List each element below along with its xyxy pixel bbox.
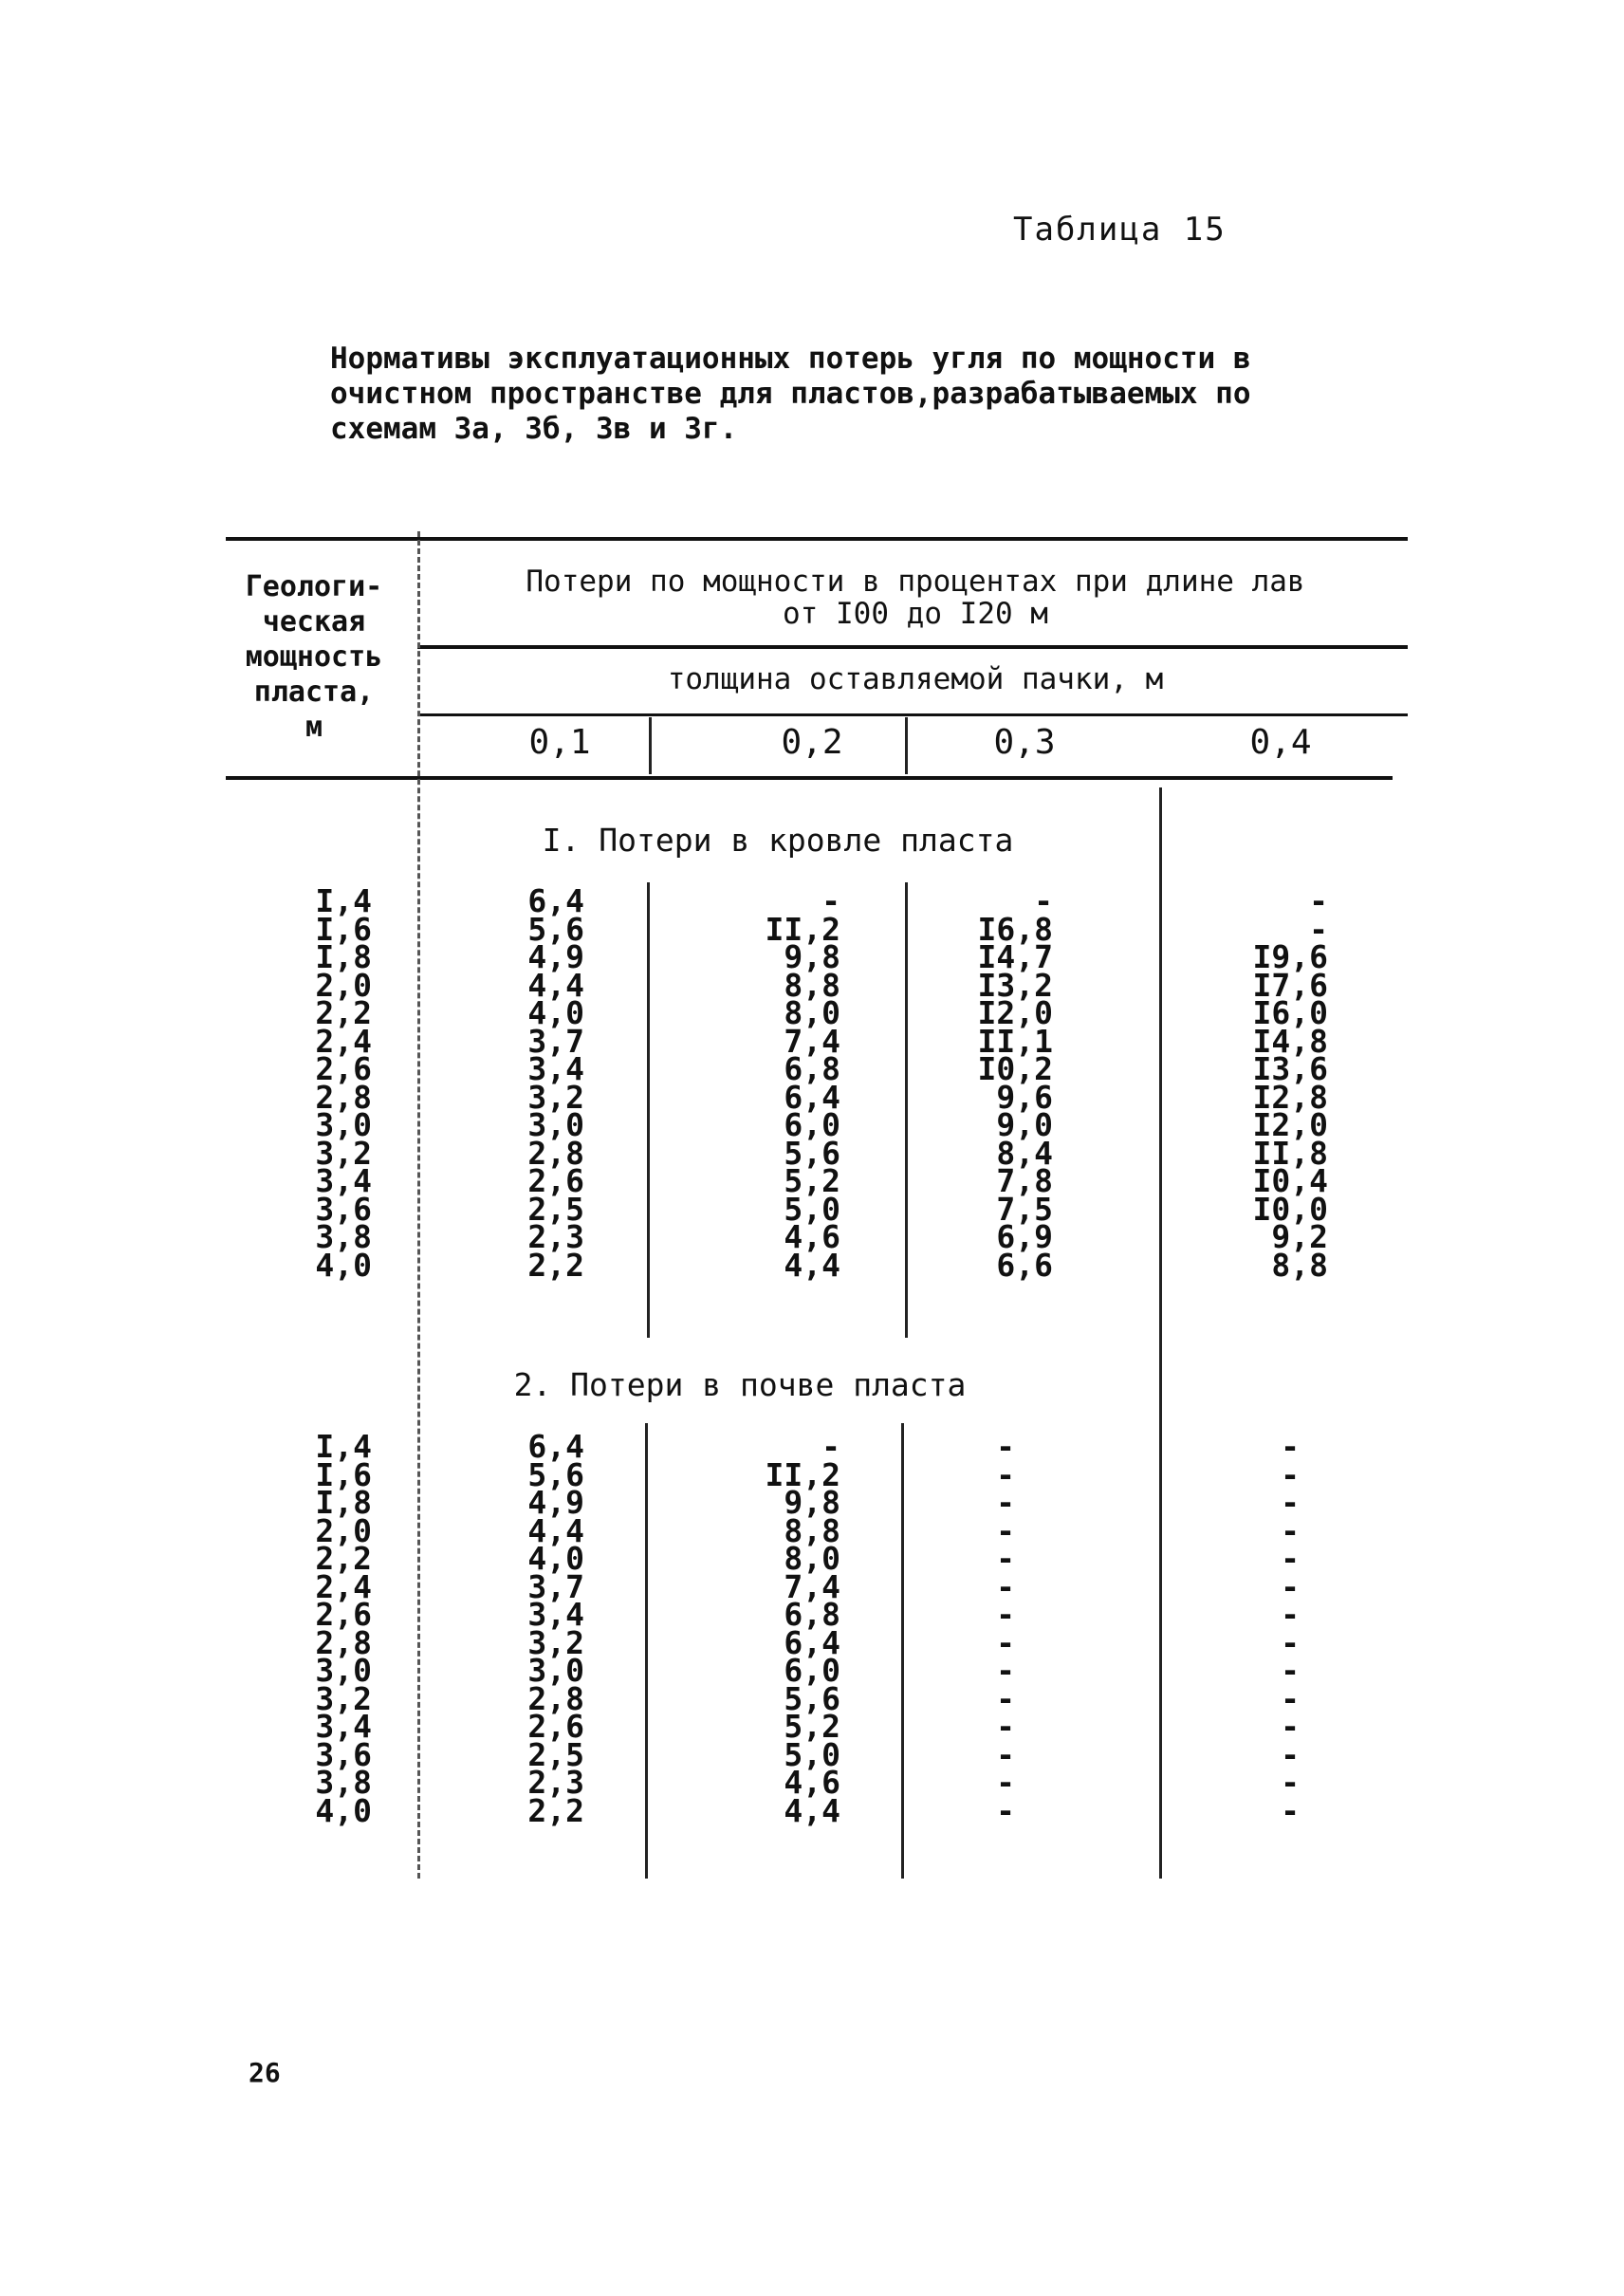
- table-label: Таблица 15: [1013, 211, 1227, 249]
- table-cell: 2,2: [315, 994, 372, 1031]
- table-cell: 4,4: [527, 966, 584, 1004]
- table-cell: 5,2: [784, 1162, 840, 1199]
- table-cell: I0,2: [977, 1050, 1053, 1087]
- table-cell: I,6: [315, 1455, 372, 1493]
- table-cell: 3,4: [527, 1050, 584, 1087]
- table-cell: 5,2: [784, 1708, 840, 1745]
- section-2-col-0-1: [484, 1428, 584, 1829]
- table-cell: 2,0: [315, 1511, 372, 1549]
- table-cell: -: [996, 1708, 1015, 1745]
- table-cell: -: [1281, 1596, 1300, 1633]
- page-number: 26: [249, 2057, 281, 2088]
- column-divider-main: [417, 531, 420, 1879]
- table-cell: 3,0: [527, 1106, 584, 1143]
- column-header-0-1: 0,1: [528, 723, 591, 762]
- table-cell: 3,0: [315, 1652, 372, 1689]
- table-cell: -: [1281, 1764, 1300, 1801]
- section-title-floor: 2. Потери в почве пласта: [513, 1366, 967, 1403]
- table-cell: I,4: [315, 882, 372, 919]
- table-cell: 2,8: [315, 1623, 372, 1661]
- column-divider-2: [905, 717, 908, 774]
- table-cell: -: [996, 1567, 1015, 1605]
- table-cell: -: [996, 1596, 1015, 1633]
- table-cell: -: [996, 1511, 1015, 1549]
- table-cell: -: [996, 1764, 1015, 1801]
- table-cell: -: [1309, 882, 1328, 919]
- table-cell: 2,8: [527, 1679, 584, 1717]
- table-cell: 7,4: [784, 1567, 840, 1605]
- table-cell: I6,8: [977, 910, 1053, 948]
- table-cell: 9,0: [996, 1106, 1053, 1143]
- table-cell: 2,6: [527, 1162, 584, 1199]
- table-cell: I,8: [315, 938, 372, 975]
- table-cell: II,1: [977, 1022, 1053, 1060]
- table-cell: 6,4: [784, 1623, 840, 1661]
- column-header-0-2: 0,2: [781, 723, 843, 762]
- header-rule-1: [417, 645, 1408, 649]
- table-cell: -: [821, 882, 840, 919]
- table-cell: 9,2: [1271, 1218, 1328, 1255]
- table-cell: 2,6: [527, 1708, 584, 1745]
- table-cell: I2,8: [1252, 1078, 1328, 1116]
- table-cell: I3,6: [1252, 1050, 1328, 1087]
- table-cell: 2,3: [527, 1218, 584, 1255]
- table-cell: 6,0: [784, 1652, 840, 1689]
- table-cell: 5,6: [527, 910, 584, 948]
- section-2-col-0-3: [949, 1428, 1015, 1829]
- table-cell: -: [996, 1623, 1015, 1661]
- table-cell: -: [1309, 910, 1328, 948]
- table-cell: 6,4: [527, 882, 584, 919]
- table-cell: 6,4: [527, 1428, 584, 1465]
- table-cell: I0,0: [1252, 1190, 1328, 1228]
- table-cell: -: [1281, 1484, 1300, 1521]
- table-cell: 2,8: [315, 1078, 372, 1116]
- table-cell: -: [1281, 1708, 1300, 1745]
- table-cell: 2,5: [527, 1190, 584, 1228]
- table-cell: -: [996, 1679, 1015, 1717]
- table-cell: 5,0: [784, 1190, 840, 1228]
- table-cell: 4,9: [527, 1484, 584, 1521]
- column-divider-2-body: [905, 882, 908, 1338]
- table-cell: 3,0: [527, 1652, 584, 1689]
- table-cell: 4,4: [527, 1511, 584, 1549]
- table-cell: -: [821, 1428, 840, 1465]
- table-cell: -: [996, 1428, 1015, 1465]
- header-rule-2: [417, 713, 1408, 716]
- table-cell: -: [996, 1540, 1015, 1577]
- table-cell: 2,2: [527, 1246, 584, 1284]
- table-cell: 8,8: [784, 1511, 840, 1549]
- table-cell: 8,8: [784, 966, 840, 1004]
- table-cell: 4,4: [784, 1791, 840, 1829]
- table-cell: 3,8: [315, 1764, 372, 1801]
- table-cell: II,8: [1252, 1134, 1328, 1172]
- table-cell: 6,0: [784, 1106, 840, 1143]
- table-cell: 8,0: [784, 1540, 840, 1577]
- table-cell: I9,6: [1252, 938, 1328, 975]
- table-cell: I,6: [315, 910, 372, 948]
- table-cell: 9,6: [996, 1078, 1053, 1116]
- table-cell: 3,4: [315, 1162, 372, 1199]
- table-cell: 3,2: [527, 1623, 584, 1661]
- table-cell: II,2: [765, 910, 840, 948]
- section-2-col-0-4: [1224, 1428, 1300, 1829]
- table-cell: I0,4: [1252, 1162, 1328, 1199]
- table-cell: -: [1034, 882, 1053, 919]
- table-cell: -: [1281, 1511, 1300, 1549]
- table-cell: 4,6: [784, 1764, 840, 1801]
- table-cell: I7,6: [1252, 966, 1328, 1004]
- table-cell: -: [1281, 1791, 1300, 1829]
- table-cell: 8,8: [1271, 1246, 1328, 1284]
- table-cell: 3,2: [527, 1078, 584, 1116]
- table-cell: I,4: [315, 1428, 372, 1465]
- table-cell: I2,0: [977, 994, 1053, 1031]
- column-divider-2-body-2: [901, 1423, 904, 1879]
- column-divider-1-body-2: [645, 1423, 648, 1879]
- table-cell: 4,6: [784, 1218, 840, 1255]
- table-top-rule: [226, 537, 1408, 541]
- table-cell: 3,8: [315, 1218, 372, 1255]
- table-cell: I4,7: [977, 938, 1053, 975]
- table-cell: 4,9: [527, 938, 584, 975]
- table-cell: 6,6: [996, 1246, 1053, 1284]
- column-divider-1-body: [647, 882, 650, 1338]
- table-cell: 4,0: [527, 994, 584, 1031]
- table-cell: 7,4: [784, 1022, 840, 1060]
- table-cell: 6,8: [784, 1596, 840, 1633]
- section-2-thickness-column: [285, 1428, 372, 1829]
- section-1-col-0-3: [949, 882, 1053, 1284]
- table-cell: 5,6: [527, 1455, 584, 1493]
- table-cell: -: [1281, 1455, 1300, 1493]
- table-cell: 2,8: [527, 1134, 584, 1172]
- table-cell: I,8: [315, 1484, 372, 1521]
- table-cell: -: [996, 1455, 1015, 1493]
- section-2-col-0-2: [740, 1428, 840, 1829]
- table-cell: -: [1281, 1623, 1300, 1661]
- section-title-roof: I. Потери в кровле пласта: [542, 822, 1014, 859]
- table-cell: 3,2: [315, 1679, 372, 1717]
- column-header-0-4: 0,4: [1249, 723, 1312, 762]
- table-cell: 2,2: [315, 1540, 372, 1577]
- section-1-col-0-1: [484, 882, 584, 1284]
- table-cell: 7,8: [996, 1162, 1053, 1199]
- table-cell: 5,0: [784, 1735, 840, 1773]
- table-cell: -: [1281, 1567, 1300, 1605]
- table-cell: 5,6: [784, 1134, 840, 1172]
- table-cell: 2,4: [315, 1567, 372, 1605]
- table-cell: 4,0: [315, 1791, 372, 1829]
- table-cell: 3,2: [315, 1134, 372, 1172]
- table-cell: 9,8: [784, 1484, 840, 1521]
- table-cell: 4,0: [315, 1246, 372, 1284]
- table-cell: -: [1281, 1679, 1300, 1717]
- section-1-thickness-column: [285, 882, 372, 1284]
- table-cell: 3,0: [315, 1106, 372, 1143]
- column-divider-1: [649, 717, 652, 774]
- table-cell: 3,6: [315, 1190, 372, 1228]
- table-cell: I2,0: [1252, 1106, 1328, 1143]
- column-divider-3-body: [1159, 787, 1162, 1879]
- table-cell: -: [1281, 1428, 1300, 1465]
- header-bottom-rule: [226, 776, 1393, 780]
- table-cell: 3,7: [527, 1567, 584, 1605]
- table-cell: -: [1281, 1540, 1300, 1577]
- header-pack-thickness: толщина оставляемой пачки, м: [667, 662, 1164, 696]
- table-cell: 3,6: [315, 1735, 372, 1773]
- table-cell: 3,4: [527, 1596, 584, 1633]
- table-cell: 6,9: [996, 1218, 1053, 1255]
- table-cell: I4,8: [1252, 1022, 1328, 1060]
- table-cell: II,2: [765, 1455, 840, 1493]
- table-cell: 2,0: [315, 966, 372, 1004]
- table-cell: 2,4: [315, 1022, 372, 1060]
- table-cell: I3,2: [977, 966, 1053, 1004]
- section-1-col-0-4: [1224, 882, 1328, 1284]
- table-cell: 2,6: [315, 1050, 372, 1087]
- table-cell: 3,7: [527, 1022, 584, 1060]
- table-cell: I6,0: [1252, 994, 1328, 1031]
- table-cell: 4,4: [784, 1246, 840, 1284]
- table-cell: 4,0: [527, 1540, 584, 1577]
- table-cell: 7,5: [996, 1190, 1053, 1228]
- table-cell: 2,3: [527, 1764, 584, 1801]
- table-cell: -: [1281, 1735, 1300, 1773]
- table-cell: -: [1281, 1652, 1300, 1689]
- table-cell: 6,4: [784, 1078, 840, 1116]
- table-cell: -: [996, 1791, 1015, 1829]
- table-cell: 8,0: [784, 994, 840, 1031]
- table-cell: 6,8: [784, 1050, 840, 1087]
- table-caption: Нормативы эксплуатационных потерь угля по мощности в очистном пространстве для пластов,разрабатываемых по схемам 3а, 3б, 3в и 3г.: [330, 342, 1251, 446]
- header-geological-thickness: Геологи- ческая мощность пласта, м: [245, 570, 383, 744]
- table-cell: 2,2: [527, 1791, 584, 1829]
- table-cell: 3,4: [315, 1708, 372, 1745]
- table-cell: 8,4: [996, 1134, 1053, 1172]
- table-cell: 5,6: [784, 1679, 840, 1717]
- table-cell: -: [996, 1484, 1015, 1521]
- header-losses: Потери по мощности в процентах при длине лав от I00 до I20 м: [526, 565, 1305, 631]
- column-header-0-3: 0,3: [993, 723, 1056, 762]
- table-cell: 9,8: [784, 938, 840, 975]
- section-1-col-0-2: [740, 882, 840, 1284]
- table-cell: 2,6: [315, 1596, 372, 1633]
- table-cell: -: [996, 1652, 1015, 1689]
- table-cell: 2,5: [527, 1735, 584, 1773]
- table-cell: -: [996, 1735, 1015, 1773]
